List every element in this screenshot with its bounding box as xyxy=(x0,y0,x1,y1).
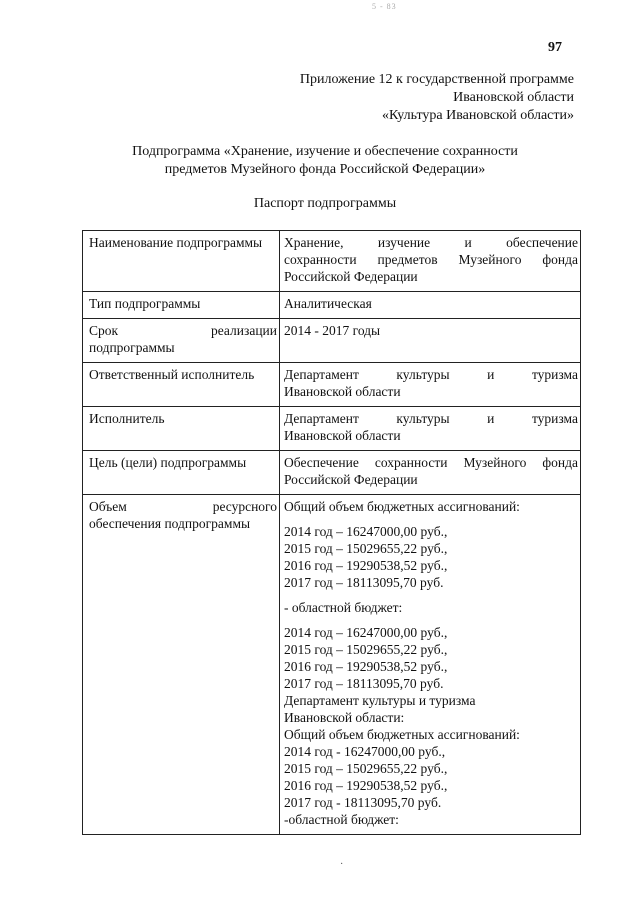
appendix-line: Ивановской области xyxy=(453,90,574,105)
subprogram-title-line: Подпрограмма «Хранение, изучение и обеспечение сохранности xyxy=(132,144,518,159)
row-label-type: Тип подпрограммы xyxy=(83,292,280,319)
row-label-executor: Исполнитель xyxy=(83,407,280,451)
funding-year-line: 2016 год – 19290538,52 руб., xyxy=(284,778,448,793)
funding-year-line: 2014 год - 16247000,00 руб., xyxy=(284,744,446,759)
value-line: Обеспечение сохранности Музейного фонда xyxy=(284,455,578,470)
appendix-line: «Культура Ивановской области» xyxy=(381,108,574,123)
label-line: обеспечения подпрограммы xyxy=(89,516,251,531)
row-value-name xyxy=(280,231,581,292)
funding-total-heading: Общий объем бюджетных ассигнований: xyxy=(284,499,520,514)
appendix-reference xyxy=(214,71,574,125)
subprogram-title-line: предметов Музейного фонда Российской Федерации» xyxy=(164,162,486,177)
row-label-responsible: Ответственный исполнитель xyxy=(83,363,280,407)
funding-regional-heading: - областной бюджет: xyxy=(284,600,403,615)
subprogram-title xyxy=(60,143,590,179)
funding-year-line: 2014 год – 16247000,00 руб., xyxy=(284,625,448,640)
value-line: Российской Федерации xyxy=(284,472,418,487)
funding-year-line: 2017 год – 18113095,70 руб. xyxy=(284,676,444,691)
row-value-executor xyxy=(280,407,581,451)
funding-dept-total-heading: Общий объем бюджетных ассигнований: xyxy=(284,727,520,742)
table-row xyxy=(83,363,581,407)
table-row xyxy=(83,407,581,451)
funding-year-line: 2017 год - 18113095,70 руб. xyxy=(284,795,442,810)
funding-dept-line: Департамент культуры и туризма xyxy=(284,693,476,708)
passport-title: Паспорт подпрограммы xyxy=(253,196,397,211)
funding-dept-line: Ивановской области: xyxy=(284,710,405,725)
table-row xyxy=(83,292,581,319)
stamp-mark: 5 - 83 xyxy=(372,2,397,11)
funding-year-line: 2017 год – 18113095,70 руб. xyxy=(284,575,444,590)
appendix-line: Приложение 12 к государственной программе xyxy=(299,72,574,87)
page-mark: · xyxy=(340,859,344,870)
row-label-name: Наименование подпрограммы xyxy=(83,231,280,292)
value-line: Ивановской области xyxy=(284,428,401,443)
value-line: Департамент культуры и туризма xyxy=(284,367,578,382)
row-value-term: 2014 - 2017 годы xyxy=(280,319,581,363)
value-line: Ивановской области xyxy=(284,384,401,399)
funding-year-line: 2015 год – 15029655,22 руб., xyxy=(284,761,448,776)
value-line: Департамент культуры и туризма xyxy=(284,411,578,426)
value-line: сохранности предметов Музейного фонда xyxy=(284,252,578,267)
table-row xyxy=(83,319,581,363)
row-value-responsible xyxy=(280,363,581,407)
value-line: Российской Федерации xyxy=(284,269,418,284)
funding-year-line: 2015 год – 15029655,22 руб., xyxy=(284,541,448,556)
funding-year-line: 2015 год – 15029655,22 руб., xyxy=(284,642,448,657)
table-row xyxy=(83,495,581,835)
funding-year-line: 2014 год – 16247000,00 руб., xyxy=(284,524,448,539)
page-number: 97 xyxy=(548,40,562,55)
funding-dept-regional-heading: -областной бюджет: xyxy=(284,812,399,827)
funding-year-line: 2016 год – 19290538,52 руб., xyxy=(284,659,448,674)
row-label-term xyxy=(83,319,280,363)
label-line: Срок реализации xyxy=(89,323,277,338)
row-value-goal xyxy=(280,451,581,495)
table-row xyxy=(83,451,581,495)
table-row xyxy=(83,231,581,292)
passport-table xyxy=(82,230,581,835)
row-value-type: Аналитическая xyxy=(280,292,581,319)
value-line: Хранение, изучение и обеспечение xyxy=(284,235,578,250)
label-line: Объем ресурсного xyxy=(89,499,277,514)
row-value-funding xyxy=(280,495,581,835)
label-line: подпрограммы xyxy=(89,340,175,355)
row-label-funding xyxy=(83,495,280,835)
row-label-goal: Цель (цели) подпрограммы xyxy=(83,451,280,495)
funding-year-line: 2016 год – 19290538,52 руб., xyxy=(284,558,448,573)
